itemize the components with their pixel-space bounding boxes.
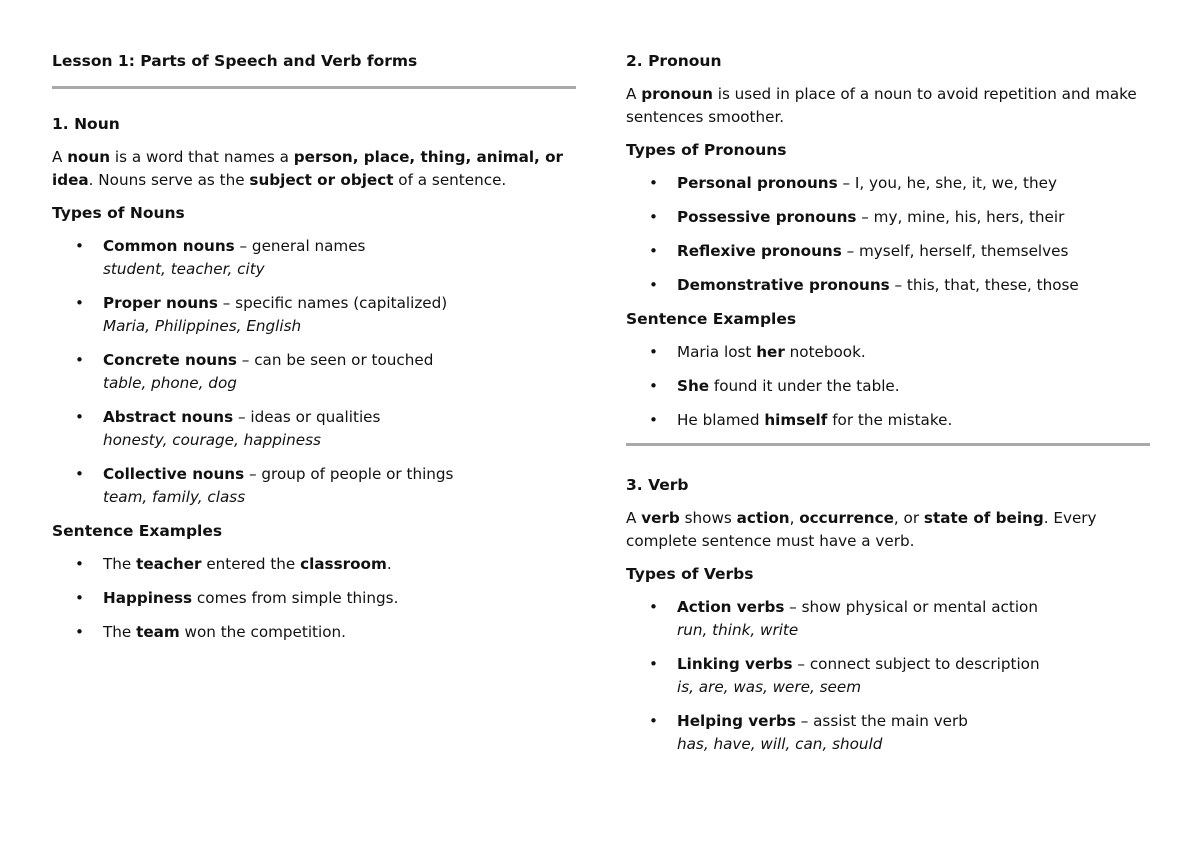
list-item: • The teacher entered the classroom. — [52, 553, 576, 576]
list-item: • Reflexive pronouns – myself, herself, themselves — [626, 240, 1150, 263]
list-item: • He blamed himself for the mistake. — [626, 409, 1150, 432]
noun-heading: 1. Noun — [52, 115, 120, 133]
right-column — [626, 50, 1150, 767]
noun-types-list — [52, 235, 576, 509]
list-item: • Demonstrative pronouns – this, that, these, those — [626, 274, 1150, 297]
verb-intro: A verb shows action, occurrence, or state of being. Every complete sentence must have a verb. — [626, 509, 1097, 550]
left-column — [52, 50, 576, 655]
list-item: • Collective nouns – group of people or things team, family, class — [52, 463, 576, 509]
pronoun-intro: A pronoun is used in place of a noun to avoid repetition and make sentences smoother. — [626, 85, 1137, 126]
list-item: • Concrete nouns – can be seen or touched table, phone, dog — [52, 349, 576, 395]
list-item: • Happiness comes from simple things. — [52, 587, 576, 610]
list-item: • Common nouns – general names student, teacher, city — [52, 235, 576, 281]
list-item: • Proper nouns – specific names (capitalized) Maria, Philippines, English — [52, 292, 576, 338]
list-item: • Action verbs – show physical or mental action run, think, write — [626, 596, 1150, 642]
noun-types-heading: Types of Nouns — [52, 204, 185, 222]
list-item: • Helping verbs – assist the main verb has, have, will, can, should — [626, 710, 1150, 756]
pronoun-types-heading: Types of Pronouns — [626, 141, 787, 159]
verb-types-heading: Types of Verbs — [626, 565, 754, 583]
noun-examples-list — [52, 553, 576, 644]
list-item: • She found it under the table. — [626, 375, 1150, 398]
list-item: • The team won the competition. — [52, 621, 576, 644]
divider — [52, 86, 576, 89]
list-item: • Personal pronouns – I, you, he, she, it, we, they — [626, 172, 1150, 195]
list-item: • Possessive pronouns – my, mine, his, hers, their — [626, 206, 1150, 229]
pronoun-heading: 2. Pronoun — [626, 52, 722, 70]
pronoun-types-list — [626, 172, 1150, 297]
list-item: • Maria lost her notebook. — [626, 341, 1150, 364]
verb-heading: 3. Verb — [626, 476, 689, 494]
pronoun-examples-heading: Sentence Examples — [626, 310, 797, 328]
list-item: • Abstract nouns – ideas or qualities honesty, courage, happiness — [52, 406, 576, 452]
divider — [626, 443, 1150, 446]
list-item: • Linking verbs – connect subject to description is, are, was, were, seem — [626, 653, 1150, 699]
verb-types-list — [626, 596, 1150, 756]
pronoun-examples-list — [626, 341, 1150, 432]
noun-intro: A noun is a word that names a person, place, thing, animal, or idea. Nouns serve as the subject or object of a sentence. — [52, 148, 564, 189]
noun-examples-heading: Sentence Examples — [52, 522, 223, 540]
lesson-title: Lesson 1: Parts of Speech and Verb forms — [52, 52, 418, 70]
